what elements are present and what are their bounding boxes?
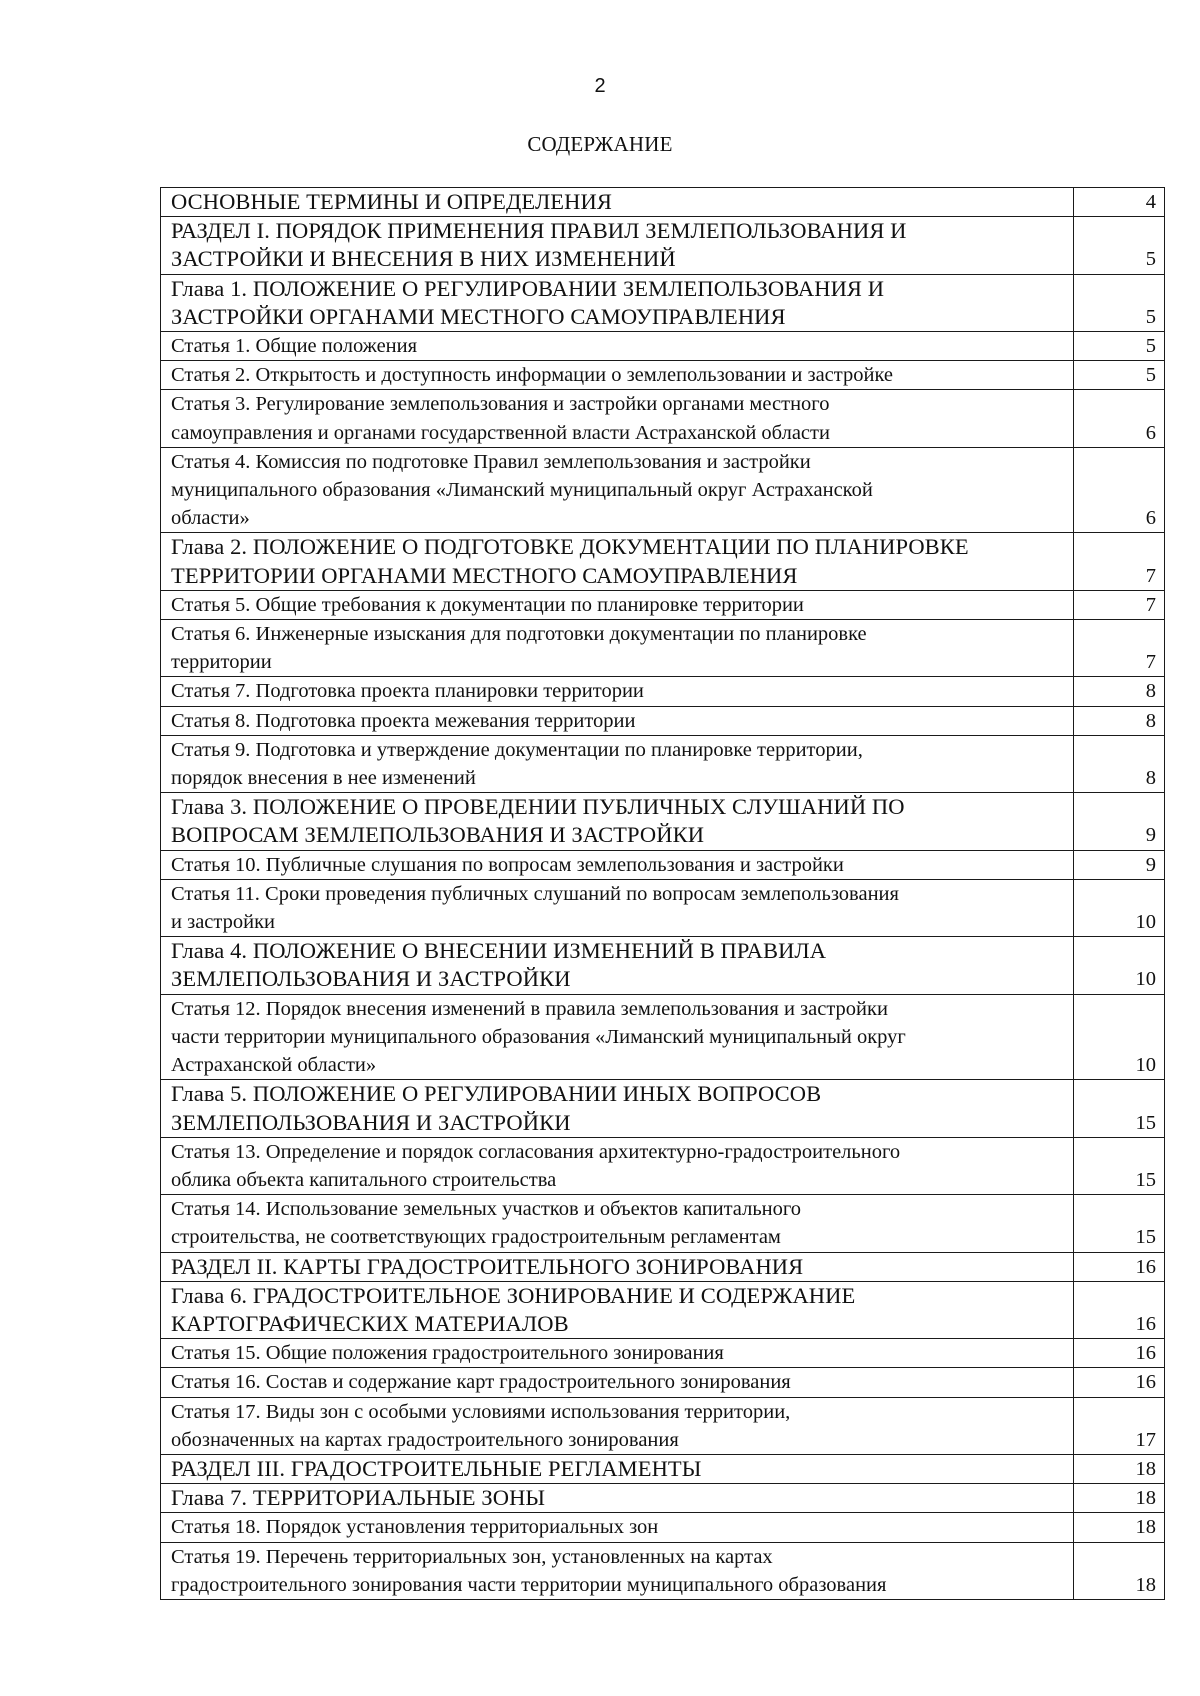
- toc-entry-title: [161, 1484, 1074, 1513]
- toc-row: [161, 217, 1165, 274]
- toc-entry-page-number: 7: [1074, 620, 1165, 677]
- toc-entry-title: [161, 1195, 1074, 1252]
- toc-entry-line: ЗАСТРОЙКИ И ВНЕСЕНИЯ В НИХ ИЗМЕНЕНИЙ: [171, 246, 676, 272]
- toc-row: [161, 937, 1165, 994]
- toc-entry-title: [161, 1368, 1074, 1397]
- toc-entry-page-number: 6: [1074, 447, 1165, 533]
- toc-row: [161, 677, 1165, 706]
- toc-entry-line: Статья 4. Комиссия по подготовке Правил землепользования и застройки: [171, 450, 811, 473]
- toc-row: [161, 1137, 1165, 1194]
- toc-entry-line: Статья 19. Перечень территориальных зон, установленных на картах: [171, 1545, 773, 1568]
- toc-row: [161, 1454, 1165, 1483]
- toc-entry-line: Статья 15. Общие положения градостроительного зонирования: [171, 1342, 724, 1365]
- toc-row: [161, 1339, 1165, 1368]
- toc-entry-page-number: 5: [1074, 217, 1165, 274]
- toc-entry-title: [161, 188, 1074, 217]
- toc-entry-page-number: 5: [1074, 332, 1165, 361]
- toc-entry-line: Глава 7. ТЕРРИТОРИАЛЬНЫЕ ЗОНЫ: [171, 1485, 546, 1511]
- toc-row: [161, 879, 1165, 936]
- toc-row: [161, 1080, 1165, 1137]
- toc-entry-line: строительства, не соответствующих градостроительным регламентам: [171, 1226, 781, 1249]
- toc-entry-line: части территории муниципального образования «Лиманский муниципальный округ: [171, 1025, 906, 1048]
- toc-row: [161, 533, 1165, 590]
- toc-entry-line: Статья 7. Подготовка проекта планировки территории: [171, 680, 644, 703]
- toc-entry-page-number: 6: [1074, 390, 1165, 447]
- toc-entry-line: Глава 4. ПОЛОЖЕНИЕ О ВНЕСЕНИИ ИЗМЕНЕНИЙ В ПРАВИЛА: [171, 938, 827, 964]
- toc-entry-title: [161, 1454, 1074, 1483]
- toc-entry-line: ОСНОВНЫЕ ТЕРМИНЫ И ОПРЕДЕЛЕНИЯ: [171, 189, 612, 214]
- toc-entry-title: [161, 390, 1074, 447]
- toc-entry-title: [161, 994, 1074, 1080]
- toc-entry-line: Статья 14. Использование земельных участков и объектов капитального: [171, 1198, 802, 1221]
- toc-row: [161, 1195, 1165, 1252]
- toc-entry-title: [161, 879, 1074, 936]
- toc-entry-line: и застройки: [171, 911, 276, 934]
- toc-entry-title: [161, 706, 1074, 735]
- toc-row: [161, 447, 1165, 533]
- toc-row: [161, 994, 1165, 1080]
- toc-row: [161, 1542, 1165, 1599]
- toc-entry-line: ЗЕМЛЕПОЛЬЗОВАНИЯ И ЗАСТРОЙКИ: [171, 1109, 571, 1135]
- toc-entry-line: РАЗДЕЛ I. ПОРЯДОК ПРИМЕНЕНИЯ ПРАВИЛ ЗЕМЛЕПОЛЬЗОВАНИЯ И: [171, 218, 907, 244]
- toc-entry-line: Статья 11. Сроки проведения публичных слушаний по вопросам землепользования: [171, 882, 899, 905]
- toc-entry-line: Глава 5. ПОЛОЖЕНИЕ О РЕГУЛИРОВАНИИ ИНЫХ ВОПРОСОВ: [171, 1081, 822, 1107]
- toc-entry-line: Глава 2. ПОЛОЖЕНИЕ О ПОДГОТОВКЕ ДОКУМЕНТАЦИИ ПО ПЛАНИРОВКЕ: [171, 534, 969, 560]
- toc-entry-page-number: 10: [1074, 994, 1165, 1080]
- toc-row: [161, 1368, 1165, 1397]
- toc-entry-page-number: 16: [1074, 1252, 1165, 1281]
- toc-entry-line: ЗЕМЛЕПОЛЬЗОВАНИЯ И ЗАСТРОЙКИ: [171, 966, 571, 992]
- toc-row: [161, 1281, 1165, 1338]
- toc-entry-page-number: 9: [1074, 793, 1165, 850]
- toc-entry-title: [161, 1513, 1074, 1542]
- toc-entry-title: [161, 533, 1074, 590]
- toc-entry-page-number: 4: [1074, 188, 1165, 217]
- toc-entry-page-number: 8: [1074, 735, 1165, 792]
- toc-row: [161, 1484, 1165, 1513]
- toc-entry-line: Статья 16. Состав и содержание карт градостроительного зонирования: [171, 1371, 791, 1394]
- toc-entry-title: [161, 1339, 1074, 1368]
- toc-row: [161, 706, 1165, 735]
- toc-entry-line: обозначенных на картах градостроительного зонирования: [171, 1428, 679, 1451]
- toc-row: [161, 332, 1165, 361]
- toc-entry-page-number: 16: [1074, 1368, 1165, 1397]
- toc-entry-line: Статья 6. Инженерные изыскания для подготовки документации по планировке: [171, 623, 867, 646]
- toc-entry-title: [161, 793, 1074, 850]
- toc-entry-title: [161, 274, 1074, 331]
- toc-entry-line: Астраханской области»: [171, 1054, 377, 1077]
- toc-entry-title: [161, 1252, 1074, 1281]
- toc-entry-page-number: 16: [1074, 1281, 1165, 1338]
- toc-entry-title: [161, 850, 1074, 879]
- toc-row: [161, 390, 1165, 447]
- toc-entry-title: [161, 620, 1074, 677]
- toc-entry-line: Статья 10. Публичные слушания по вопросам землепользования и застройки: [171, 853, 844, 876]
- toc-entry-title: [161, 937, 1074, 994]
- toc-entry-page-number: 18: [1074, 1484, 1165, 1513]
- toc-entry-page-number: 5: [1074, 274, 1165, 331]
- toc-entry-line: Глава 1. ПОЛОЖЕНИЕ О РЕГУЛИРОВАНИИ ЗЕМЛЕПОЛЬЗОВАНИЯ И: [171, 275, 885, 301]
- toc-row: [161, 590, 1165, 619]
- toc-row: [161, 1513, 1165, 1542]
- toc-entry-title: [161, 361, 1074, 390]
- toc-entry-page-number: 8: [1074, 677, 1165, 706]
- toc-entry-title: [161, 590, 1074, 619]
- toc-entry-line: РАЗДЕЛ III. ГРАДОСТРОИТЕЛЬНЫЕ РЕГЛАМЕНТЫ: [171, 1455, 702, 1481]
- toc-entry-line: Глава 3. ПОЛОЖЕНИЕ О ПРОВЕДЕНИИ ПУБЛИЧНЫХ СЛУШАНИЙ ПО: [171, 794, 905, 820]
- document-title: СОДЕРЖАНИЕ: [527, 132, 673, 156]
- toc-row: [161, 735, 1165, 792]
- toc-entry-page-number: 15: [1074, 1137, 1165, 1194]
- toc-entry-line: Статья 8. Подготовка проекта межевания территории: [171, 709, 636, 732]
- toc-entry-line: области»: [171, 507, 250, 530]
- toc-entry-page-number: 9: [1074, 850, 1165, 879]
- toc-entry-title: [161, 1137, 1074, 1194]
- toc-entry-page-number: 15: [1074, 1195, 1165, 1252]
- toc-entry-title: [161, 677, 1074, 706]
- toc-entry-line: РАЗДЕЛ II. КАРТЫ ГРАДОСТРОИТЕЛЬНОГО ЗОНИРОВАНИЯ: [171, 1253, 804, 1279]
- toc-entry-page-number: 16: [1074, 1339, 1165, 1368]
- toc-entry-page-number: 8: [1074, 706, 1165, 735]
- toc-entry-line: муниципального образования «Лиманский муниципальный округ Астраханской: [171, 479, 873, 502]
- toc-body: [161, 188, 1165, 1600]
- toc-entry-line: КАРТОГРАФИЧЕСКИХ МАТЕРИАЛОВ: [171, 1310, 569, 1336]
- toc-row: [161, 1397, 1165, 1454]
- toc-row: [161, 188, 1165, 217]
- toc-entry-page-number: 10: [1074, 879, 1165, 936]
- toc-entry-line: порядок внесения в нее изменений: [171, 767, 476, 790]
- toc-entry-line: Статья 1. Общие положения: [171, 335, 418, 358]
- toc-row: [161, 850, 1165, 879]
- toc-entry-page-number: 17: [1074, 1397, 1165, 1454]
- toc-entry-page-number: 10: [1074, 937, 1165, 994]
- toc-row: [161, 361, 1165, 390]
- toc-entry-page-number: 15: [1074, 1080, 1165, 1137]
- toc-entry-line: облика объекта капитального строительства: [171, 1168, 557, 1191]
- toc-entry-line: градостроительного зонирования части территории муниципального образования: [171, 1573, 887, 1596]
- toc-entry-page-number: 7: [1074, 533, 1165, 590]
- toc-entry-title: [161, 447, 1074, 533]
- toc-entry-line: Статья 9. Подготовка и утверждение документации по планировке территории,: [171, 738, 863, 761]
- toc-entry-line: Статья 2. Открытость и доступность информации о землепользовании и застройке: [171, 364, 894, 387]
- toc-entry-line: Статья 18. Порядок установления территориальных зон: [171, 1516, 659, 1539]
- toc-entry-page-number: 18: [1074, 1542, 1165, 1599]
- toc-entry-title: [161, 735, 1074, 792]
- toc-entry-title: [161, 217, 1074, 274]
- toc-entry-line: самоуправления и органами государственной власти Астраханской области: [171, 421, 830, 444]
- toc-entry-page-number: 18: [1074, 1513, 1165, 1542]
- toc-entry-line: Статья 12. Порядок внесения изменений в правила землепользования и застройки: [171, 997, 888, 1020]
- toc-row: [161, 1252, 1165, 1281]
- toc-entry-line: Статья 3. Регулирование землепользования и застройки органами местного: [171, 393, 830, 416]
- toc-entry-line: ВОПРОСАМ ЗЕМЛЕПОЛЬЗОВАНИЯ И ЗАСТРОЙКИ: [171, 822, 705, 848]
- toc-entry-page-number: 7: [1074, 590, 1165, 619]
- toc-entry-line: территории: [171, 651, 272, 674]
- page-number: 2: [594, 75, 606, 97]
- toc-entry-line: Глава 6. ГРАДОСТРОИТЕЛЬНОЕ ЗОНИРОВАНИЕ И СОДЕРЖАНИЕ: [171, 1282, 856, 1308]
- toc-entry-line: ТЕРРИТОРИИ ОРГАНАМИ МЕСТНОГО САМОУПРАВЛЕНИЯ: [171, 562, 798, 588]
- toc-entry-line: ЗАСТРОЙКИ ОРГАНАМИ МЕСТНОГО САМОУПРАВЛЕНИЯ: [171, 303, 786, 329]
- table-of-contents: [160, 187, 1165, 1600]
- toc-entry-page-number: 18: [1074, 1454, 1165, 1483]
- toc-entry-title: [161, 1080, 1074, 1137]
- toc-entry-title: [161, 1397, 1074, 1454]
- toc-entry-line: Статья 17. Виды зон с особыми условиями использования территории,: [171, 1400, 791, 1423]
- toc-entry-title: [161, 1281, 1074, 1338]
- toc-entry-page-number: 5: [1074, 361, 1165, 390]
- toc-row: [161, 793, 1165, 850]
- toc-entry-title: [161, 332, 1074, 361]
- toc-entry-title: [161, 1542, 1074, 1599]
- toc-row: [161, 620, 1165, 677]
- toc-row: [161, 274, 1165, 331]
- toc-entry-line: Статья 5. Общие требования к документации по планировке территории: [171, 593, 804, 616]
- toc-entry-line: Статья 13. Определение и порядок согласования архитектурно-градостроительного: [171, 1140, 901, 1163]
